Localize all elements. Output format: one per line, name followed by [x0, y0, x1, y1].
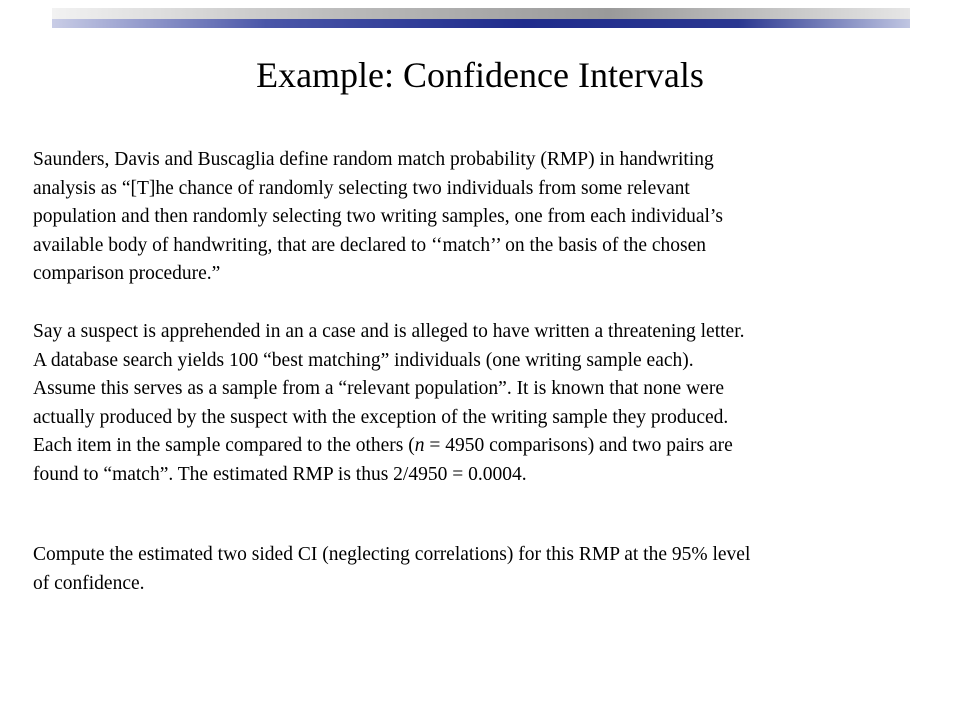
text-line: Say a suspect is apprehended in an a case and is alleged to have written a threatening letter.	[33, 321, 745, 342]
text-line: actually produced by the suspect with the exception of the writing sample they produced.	[33, 406, 729, 428]
text-line	[33, 432, 933, 461]
text-line: population and then randomly selecting two writing samples, one from each individual’s	[33, 206, 723, 227]
paragraph-rmp-definition	[33, 146, 933, 289]
text-line: found to “match”. The estimated RMP is thus 2/4950 = 0.0004.	[33, 463, 527, 485]
text-segment: = 4950 comparisons) and two pairs are	[424, 435, 733, 456]
header-bar-dark	[52, 19, 910, 28]
text-segment: Each item in the sample compared to the others (	[33, 435, 415, 456]
text-line: Saunders, Davis and Buscaglia define random match probability (RMP) in handwriting	[33, 149, 714, 170]
header-bar-light	[52, 8, 910, 19]
text-line: analysis as “[T]he chance of randomly selecting two individuals from some relevant	[33, 177, 690, 199]
paragraph-scenario	[33, 318, 933, 489]
text-line: available body of handwriting, that are declared to ‘‘match’’ on the basis of the chosen	[33, 234, 707, 256]
text-line: Compute the estimated two sided CI (neglecting correlations) for this RMP at the 95% level	[33, 544, 751, 565]
header-decoration-bar	[52, 8, 910, 32]
text-line: Assume this serves as a sample from a “relevant population”. It is known that none were	[33, 378, 724, 399]
text-line: A database search yields 100 “best matching” individuals (one writing sample each).	[33, 349, 694, 371]
text-line: of confidence.	[33, 572, 145, 594]
paragraph-question	[33, 541, 933, 598]
variable-n: n	[414, 435, 425, 456]
slide-title: Example: Confidence Intervals	[256, 55, 704, 95]
text-line: comparison procedure.”	[33, 263, 221, 284]
